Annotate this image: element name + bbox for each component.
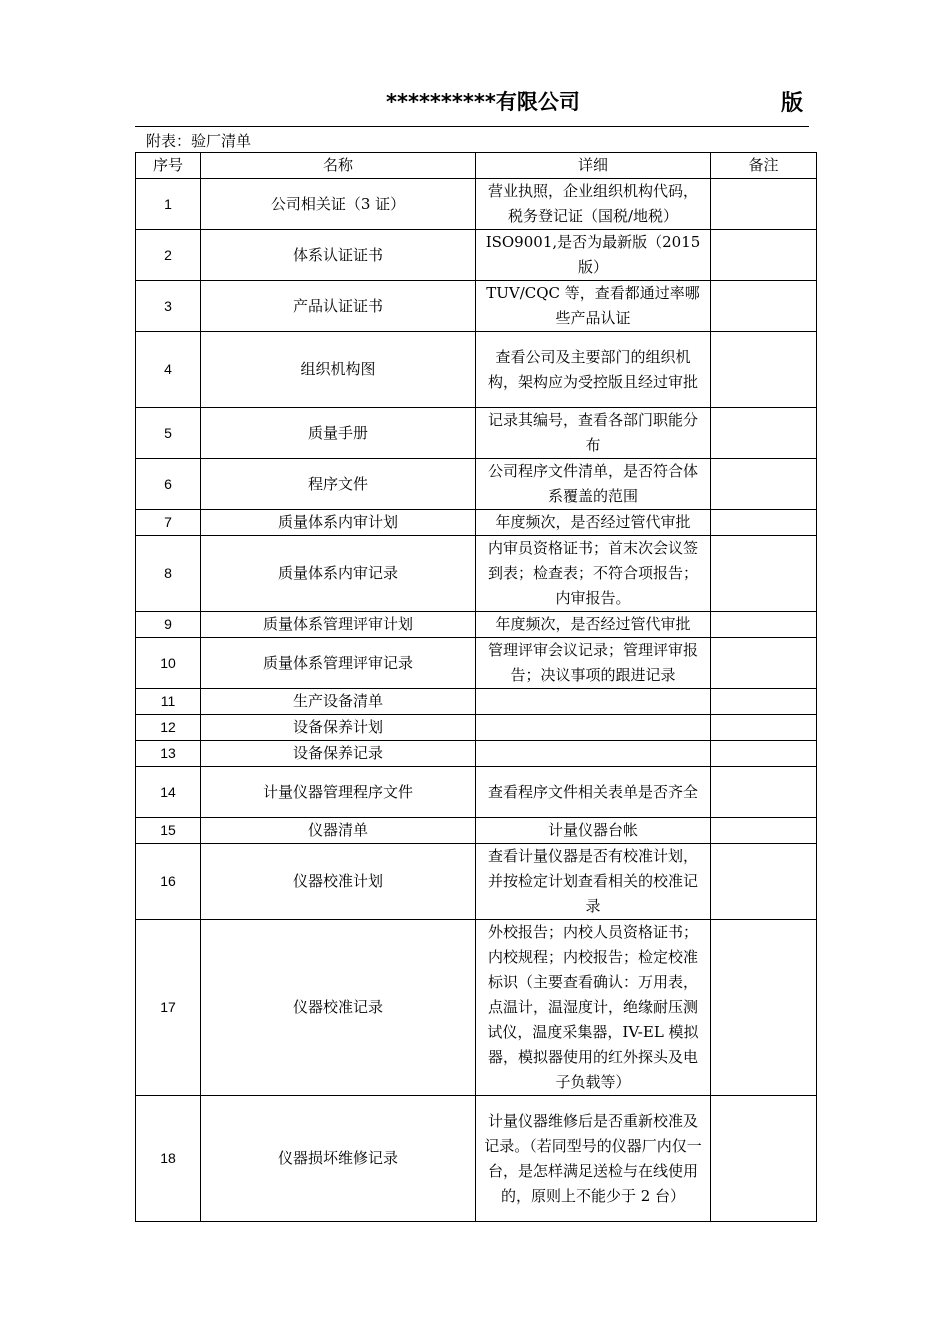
cell-name: 产品认证证书 — [201, 281, 476, 332]
table-row — [136, 536, 817, 612]
cell-note — [711, 844, 817, 920]
cell-note — [711, 281, 817, 332]
column-header-no: 序号 — [136, 153, 201, 179]
cell-note — [711, 408, 817, 459]
cell-detail — [476, 741, 711, 767]
cell-note — [711, 332, 817, 408]
cell-note — [711, 818, 817, 844]
cell-no: 5 — [136, 408, 201, 459]
cell-name: 程序文件 — [201, 459, 476, 510]
cell-no: 8 — [136, 536, 201, 612]
cell-name: 计量仪器管理程序文件 — [201, 767, 476, 818]
cell-note — [711, 230, 817, 281]
column-header-detail: 详细 — [476, 153, 711, 179]
cell-detail: 查看公司及主要部门的组织机构，架构应为受控版且经过审批 — [476, 332, 711, 408]
table-row — [136, 715, 817, 741]
table-row — [136, 510, 817, 536]
cell-detail — [476, 689, 711, 715]
cell-detail: TUV/CQC 等，查看都通过率哪些产品认证 — [476, 281, 711, 332]
table-row — [136, 767, 817, 818]
cell-no: 11 — [136, 689, 201, 715]
cell-no: 16 — [136, 844, 201, 920]
cell-name: 仪器校准计划 — [201, 844, 476, 920]
cell-name: 仪器损坏维修记录 — [201, 1096, 476, 1222]
cell-note — [711, 767, 817, 818]
cell-note — [711, 510, 817, 536]
cell-detail: 公司程序文件清单，是否符合体系覆盖的范围 — [476, 459, 711, 510]
table-row — [136, 638, 817, 689]
cell-note — [711, 1096, 817, 1222]
cell-detail: ISO9001,是否为最新版（2015版） — [476, 230, 711, 281]
cell-name: 质量体系管理评审计划 — [201, 612, 476, 638]
cell-detail: 年度频次，是否经过管代审批 — [476, 510, 711, 536]
cell-no: 9 — [136, 612, 201, 638]
table-row — [136, 230, 817, 281]
cell-detail: 外校报告；内校人员资格证书；内校规程；内校报告；检定校准标识（主要查看确认：万用表，点温计，温湿度计，绝缘耐压测试仪，温度采集器，IV-EL 模拟器，模拟器使用的红外探头及电子负载等） — [476, 920, 711, 1096]
cell-note — [711, 612, 817, 638]
table-row — [136, 408, 817, 459]
cell-note — [711, 689, 817, 715]
company-title: **********有限公司 — [386, 90, 580, 114]
cell-no: 1 — [136, 179, 201, 230]
cell-name: 质量体系内审记录 — [201, 536, 476, 612]
cell-name: 质量体系管理评审记录 — [201, 638, 476, 689]
cell-no: 18 — [136, 1096, 201, 1222]
cell-name: 组织机构图 — [201, 332, 476, 408]
cell-detail: 计量仪器维修后是否重新校准及记录。（若同型号的仪器厂内仅一台，是怎样满足送检与在线使用的，原则上不能少于 2 台） — [476, 1096, 711, 1222]
table-row — [136, 459, 817, 510]
cell-name: 仪器清单 — [201, 818, 476, 844]
table-header-row — [136, 153, 817, 179]
cell-no: 10 — [136, 638, 201, 689]
table-row — [136, 1096, 817, 1222]
cell-name: 生产设备清单 — [201, 689, 476, 715]
cell-name: 质量体系内审计划 — [201, 510, 476, 536]
cell-name: 设备保养记录 — [201, 741, 476, 767]
cell-note — [711, 715, 817, 741]
table-row — [136, 741, 817, 767]
table-caption: 附表：验厂清单 — [146, 132, 252, 150]
table-row — [136, 844, 817, 920]
cell-no: 13 — [136, 741, 201, 767]
column-header-note: 备注 — [711, 153, 817, 179]
cell-note — [711, 638, 817, 689]
cell-no: 17 — [136, 920, 201, 1096]
cell-detail: 查看计量仪器是否有校准计划，并按检定计划查看相关的校准记录 — [476, 844, 711, 920]
cell-name: 仪器校准记录 — [201, 920, 476, 1096]
cell-detail: 计量仪器台帐 — [476, 818, 711, 844]
cell-detail: 记录其编号，查看各部门职能分布 — [476, 408, 711, 459]
table-row — [136, 281, 817, 332]
cell-name: 设备保养计划 — [201, 715, 476, 741]
factory-audit-checklist-table — [135, 152, 817, 1222]
cell-note — [711, 179, 817, 230]
table-row — [136, 179, 817, 230]
cell-detail — [476, 715, 711, 741]
cell-detail: 管理评审会议记录；管理评审报告；决议事项的跟进记录 — [476, 638, 711, 689]
cell-note — [711, 536, 817, 612]
table-row — [136, 689, 817, 715]
cell-detail: 内审员资格证书；首末次会议签到表；检查表；不符合项报告；内审报告。 — [476, 536, 711, 612]
version-label: 版 — [781, 91, 804, 116]
cell-name: 公司相关证（3 证） — [201, 179, 476, 230]
header-divider — [135, 126, 809, 127]
table-row — [136, 920, 817, 1096]
cell-detail: 查看程序文件相关表单是否齐全 — [476, 767, 711, 818]
cell-name: 体系认证证书 — [201, 230, 476, 281]
cell-detail: 年度频次，是否经过管代审批 — [476, 612, 711, 638]
cell-detail: 营业执照，企业组织机构代码，税务登记证（国税/地税） — [476, 179, 711, 230]
cell-note — [711, 741, 817, 767]
column-header-name: 名称 — [201, 153, 476, 179]
cell-no: 14 — [136, 767, 201, 818]
table-row — [136, 612, 817, 638]
table-row — [136, 818, 817, 844]
cell-no: 2 — [136, 230, 201, 281]
cell-note — [711, 459, 817, 510]
cell-note — [711, 920, 817, 1096]
cell-no: 15 — [136, 818, 201, 844]
cell-no: 3 — [136, 281, 201, 332]
table-row — [136, 332, 817, 408]
cell-name: 质量手册 — [201, 408, 476, 459]
cell-no: 12 — [136, 715, 201, 741]
cell-no: 7 — [136, 510, 201, 536]
cell-no: 6 — [136, 459, 201, 510]
cell-no: 4 — [136, 332, 201, 408]
